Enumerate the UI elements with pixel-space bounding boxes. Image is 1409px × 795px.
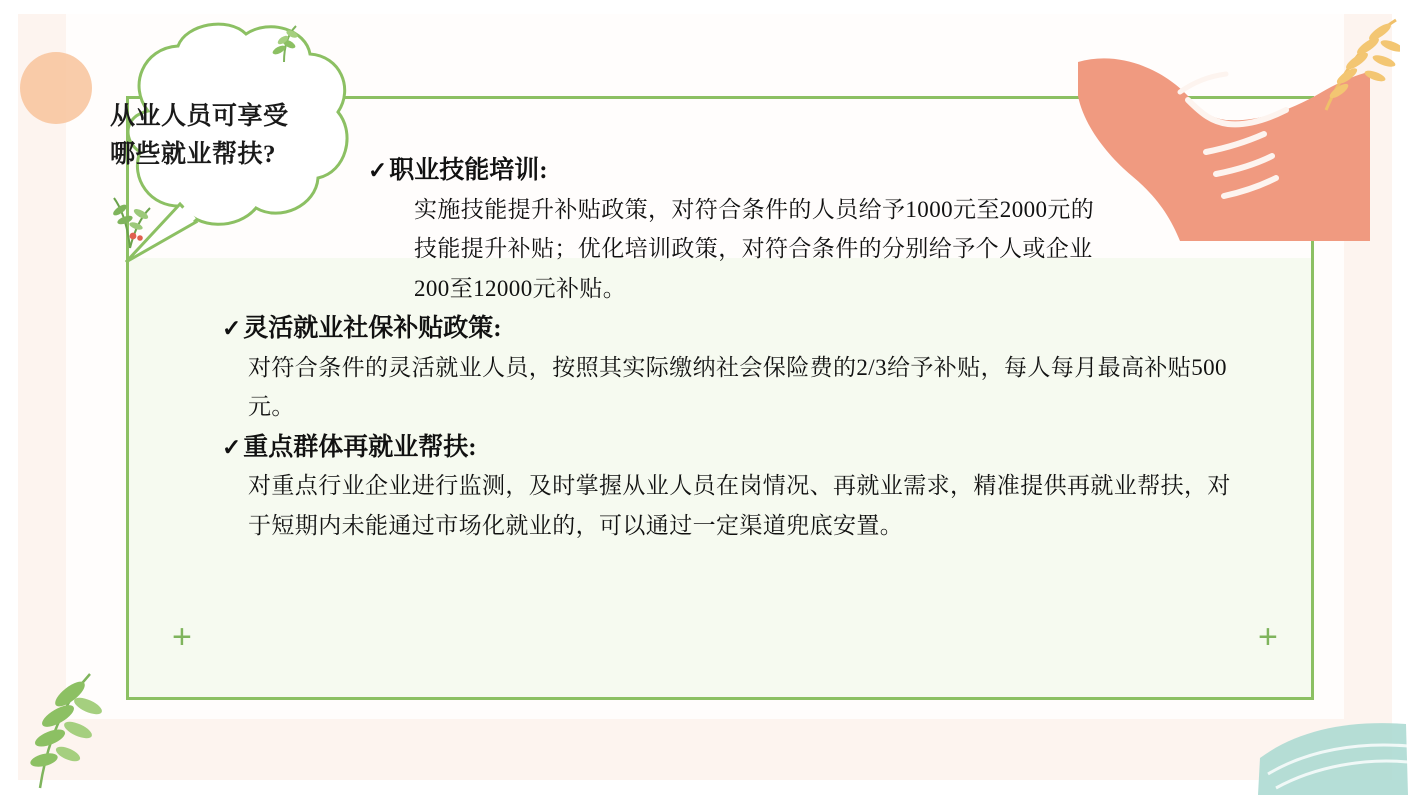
- wheat-sprig-icon: [1300, 16, 1400, 126]
- item-heading-text: 职业技能培训:: [389, 157, 548, 184]
- list-item: [222, 429, 1302, 546]
- item-heading-3: [222, 429, 1302, 467]
- plus-mark-left: +: [172, 618, 192, 656]
- list-item: [222, 152, 1302, 308]
- check-icon: ✓: [222, 316, 242, 342]
- title-line-2: 哪些就业帮扶?: [110, 140, 277, 168]
- title-line-1: 从业人员可享受: [110, 103, 289, 130]
- item-heading-text: 灵活就业社保补贴政策:: [243, 315, 502, 343]
- item-body-1: 实施技能提升补贴政策，对符合条件的人员给予1000元至2000元的技能提升补贴；优化培训政策，对符合条件的分别给予个人或企业200至12000元补贴。: [414, 196, 1095, 301]
- plus-mark-right: +: [1258, 618, 1278, 656]
- item-body-3: 对重点行业企业进行监测，及时掌握从业人员在岗情况、再就业需求，精准提供再就业帮扶，对于短期内未能通过市场化就业的，可以通过一定渠道兜底安置。: [248, 473, 1231, 538]
- item-heading-1: [368, 152, 1302, 190]
- item-body-2: 对符合条件的灵活就业人员，按照其实际缴纳社会保险费的2/3给予补贴，每人每月最高补贴500元。: [248, 354, 1227, 420]
- teal-brush-decor: [1258, 700, 1408, 795]
- leaf-decor-bottom-left: [14, 672, 106, 792]
- check-icon: ✓: [222, 434, 242, 460]
- content-text-block: [222, 152, 1302, 547]
- item-heading-2: [222, 310, 1302, 348]
- orange-circle-decor: [20, 52, 92, 124]
- check-icon: ✓: [368, 158, 388, 183]
- sprig-icon-berry: [100, 186, 160, 252]
- item-heading-text: 重点群体再就业帮扶:: [243, 433, 477, 461]
- sprig-icon-top: [262, 22, 306, 66]
- list-item: [222, 310, 1302, 427]
